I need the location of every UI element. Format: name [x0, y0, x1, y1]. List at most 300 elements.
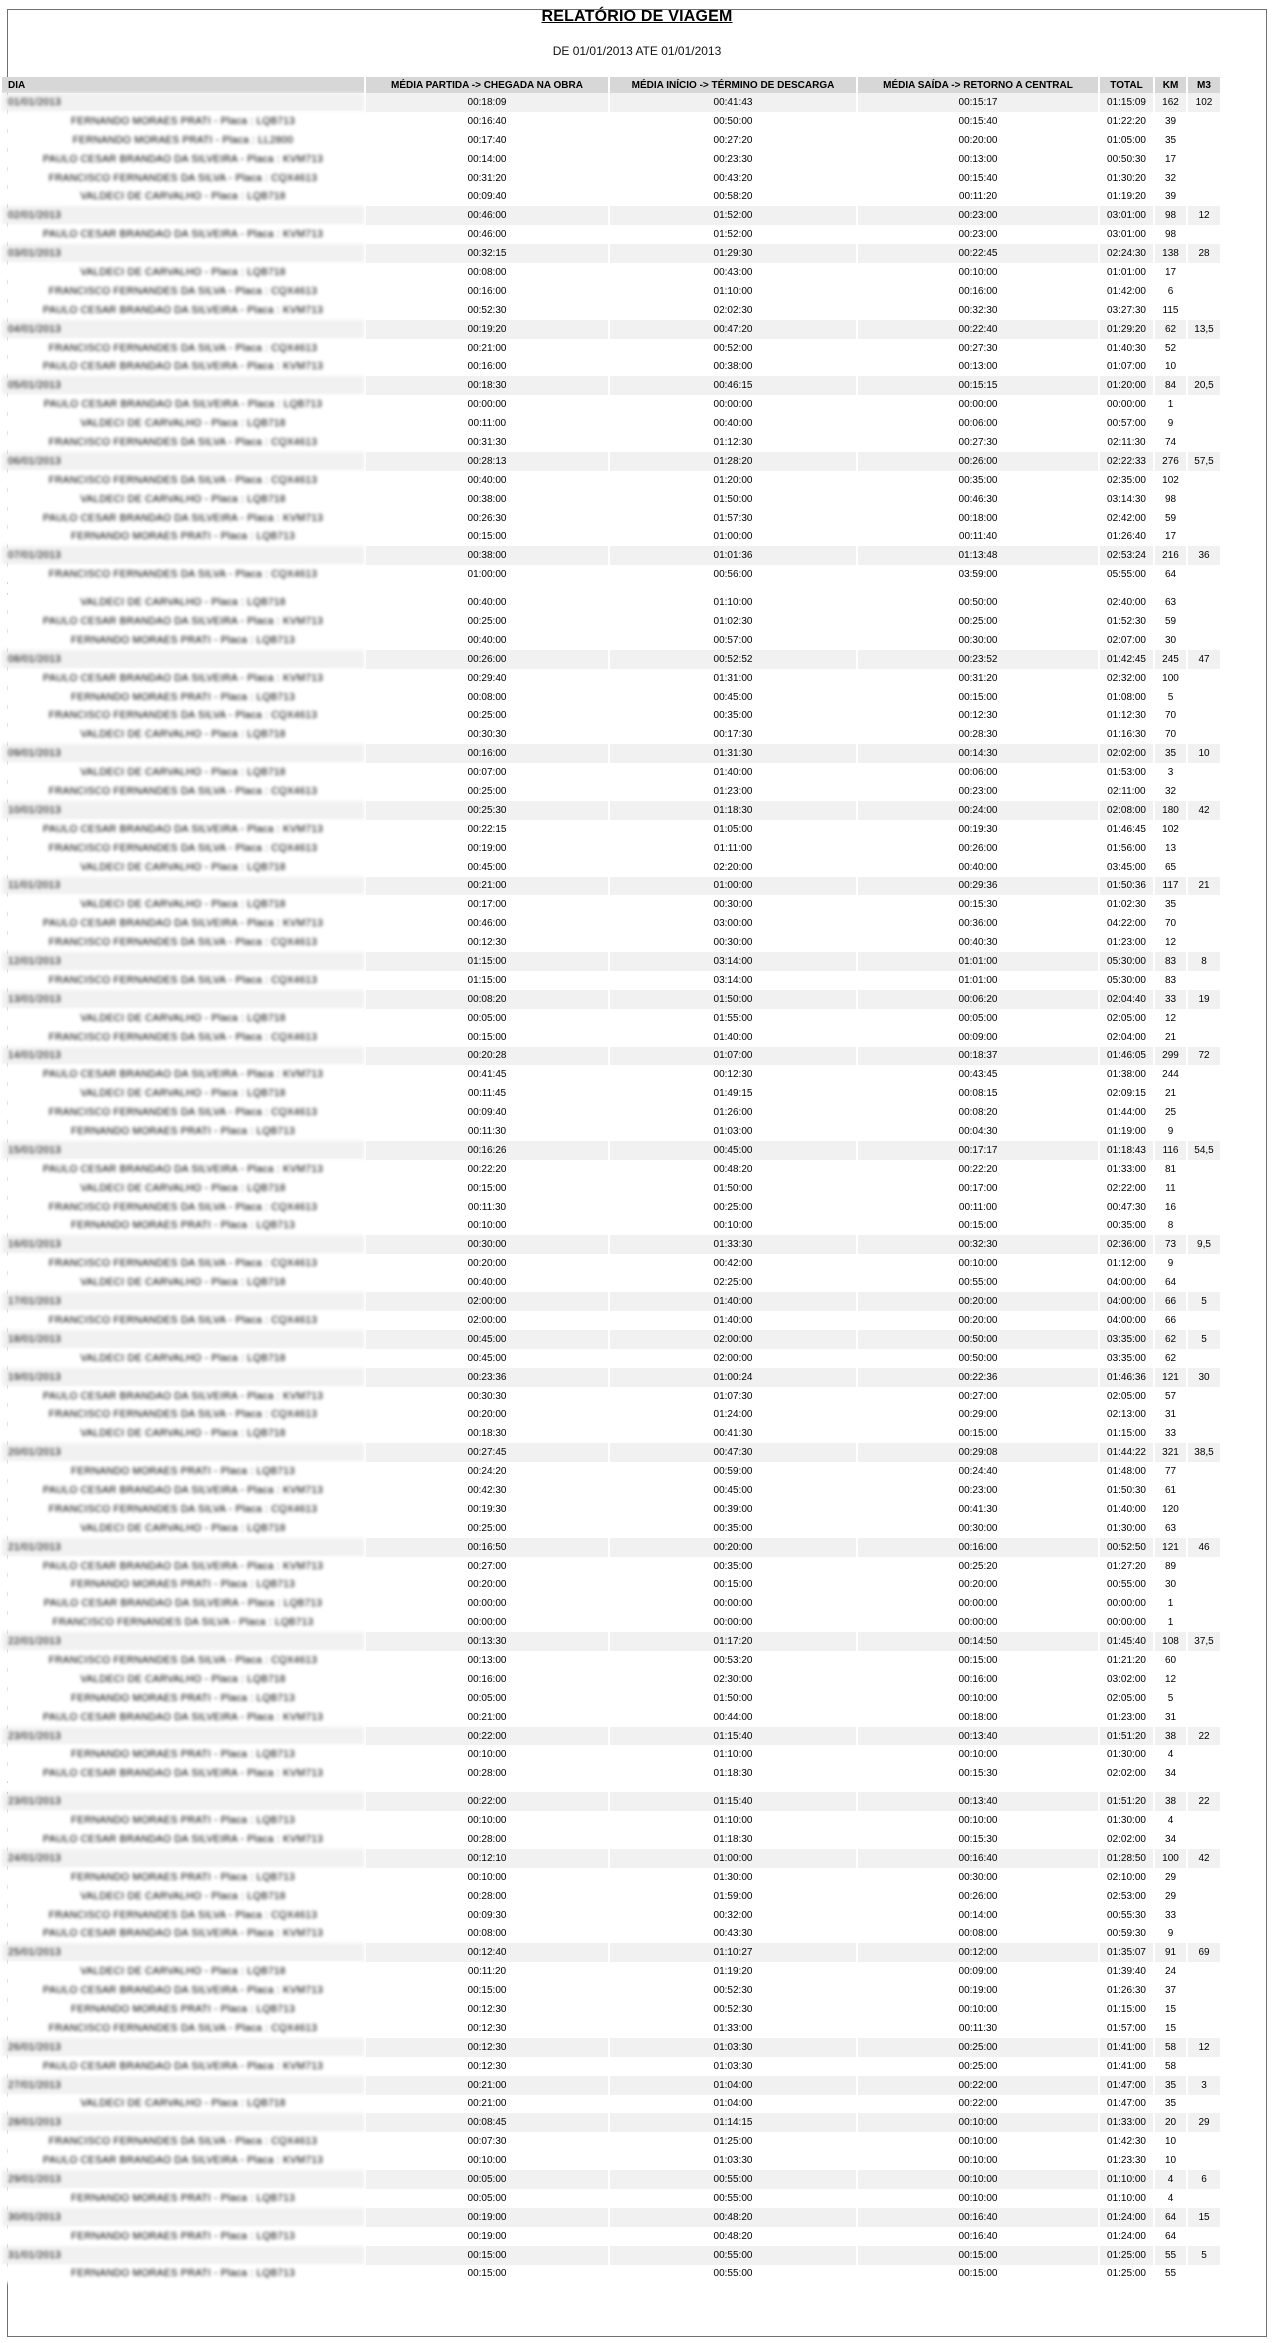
m3-cell: [1188, 1575, 1220, 1594]
driver-cell: VALDECI DE CARVALHO - Placa : LQB718: [2, 1179, 364, 1198]
saida-retorno-cell: 00:19:00: [858, 1981, 1098, 2000]
partida-chegada-cell: 00:09:30: [366, 1906, 608, 1925]
group-row: [2, 877, 1220, 896]
m3-cell: 72: [1188, 1047, 1220, 1066]
km-cell: 98: [1155, 225, 1186, 244]
partida-chegada-cell: 00:08:00: [366, 688, 608, 707]
partida-chegada-cell: 00:08:45: [366, 2113, 608, 2132]
day-cell: 23/01/2013: [2, 1727, 364, 1746]
saida-retorno-cell: 00:10:00: [858, 1254, 1098, 1273]
m3-cell: [1188, 1811, 1220, 1830]
inicio-termino-cell: 00:57:00: [610, 631, 856, 650]
group-row: [2, 1943, 1220, 1962]
total-cell: 01:20:00: [1100, 376, 1153, 395]
m3-cell: [1188, 2019, 1220, 2038]
m3-cell: 37,5: [1188, 1632, 1220, 1651]
km-cell: 66: [1155, 1292, 1186, 1311]
detail-row: [2, 414, 1220, 433]
km-cell: 117: [1155, 877, 1186, 896]
total-cell: 03:01:00: [1100, 225, 1153, 244]
m3-cell: [1188, 1481, 1220, 1500]
group-row: [2, 1727, 1220, 1746]
partida-chegada-cell: 00:11:30: [366, 1122, 608, 1141]
km-cell: 244: [1155, 1065, 1186, 1084]
total-cell: 01:24:00: [1100, 2227, 1153, 2246]
partida-chegada-cell: 00:12:30: [366, 2057, 608, 2076]
km-cell: 59: [1155, 612, 1186, 631]
km-cell: 12: [1155, 1670, 1186, 1689]
total-cell: 02:42:00: [1100, 509, 1153, 528]
detail-row: [2, 339, 1220, 358]
inicio-termino-cell: 00:48:20: [610, 2227, 856, 2246]
m3-cell: [1188, 1122, 1220, 1141]
inicio-termino-cell: 01:23:00: [610, 782, 856, 801]
km-cell: 63: [1155, 593, 1186, 612]
detail-row: [2, 612, 1220, 631]
saida-retorno-cell: 00:12:00: [858, 1943, 1098, 1962]
partida-chegada-cell: 00:21:00: [366, 2076, 608, 2095]
driver-cell: FRANCISCO FERNANDES DA SILVA - Placa : CQX4613: [2, 782, 364, 801]
inicio-termino-cell: 01:15:40: [610, 1727, 856, 1746]
spacer-cell: [2, 1783, 1220, 1792]
total-cell: 01:08:00: [1100, 688, 1153, 707]
day-cell: 05/01/2013: [2, 376, 364, 395]
detail-row: [2, 1424, 1220, 1443]
km-cell: 120: [1155, 1500, 1186, 1519]
group-row: [2, 801, 1220, 820]
saida-retorno-cell: 00:15:00: [858, 1424, 1098, 1443]
column-header-dia: DIA: [2, 77, 364, 93]
inicio-termino-cell: 00:43:30: [610, 1925, 856, 1944]
total-cell: 01:01:00: [1100, 263, 1153, 282]
km-cell: 98: [1155, 490, 1186, 509]
saida-retorno-cell: 00:05:00: [858, 1009, 1098, 1028]
inicio-termino-cell: 01:40:00: [610, 1028, 856, 1047]
m3-cell: 10: [1188, 744, 1220, 763]
day-cell: 16/01/2013: [2, 1235, 364, 1254]
inicio-termino-cell: 02:20:00: [610, 858, 856, 877]
km-cell: 10: [1155, 2151, 1186, 2170]
column-header-km: KM: [1155, 77, 1186, 93]
inicio-termino-cell: 00:47:20: [610, 320, 856, 339]
saida-retorno-cell: 00:26:00: [858, 452, 1098, 471]
driver-cell: FRANCISCO FERNANDES DA SILVA - Placa : LQB713: [2, 1613, 364, 1632]
detail-row: [2, 1887, 1220, 1906]
total-cell: 01:07:00: [1100, 357, 1153, 376]
inicio-termino-cell: 02:02:30: [610, 301, 856, 320]
saida-retorno-cell: 00:11:30: [858, 2019, 1098, 2038]
saida-retorno-cell: 00:30:00: [858, 1519, 1098, 1538]
total-cell: 01:23:00: [1100, 933, 1153, 952]
detail-row: [2, 169, 1220, 188]
partida-chegada-cell: 00:38:00: [366, 546, 608, 565]
detail-row: [2, 1198, 1220, 1217]
km-cell: 58: [1155, 2057, 1186, 2076]
m3-cell: [1188, 282, 1220, 301]
partida-chegada-cell: 00:07:00: [366, 763, 608, 782]
day-cell: 18/01/2013: [2, 1330, 364, 1349]
km-cell: 66: [1155, 1311, 1186, 1330]
km-cell: 20: [1155, 2113, 1186, 2132]
total-cell: 01:41:00: [1100, 2057, 1153, 2076]
saida-retorno-cell: 00:15:30: [858, 1764, 1098, 1783]
partida-chegada-cell: 00:38:00: [366, 490, 608, 509]
partida-chegada-cell: 00:13:00: [366, 1651, 608, 1670]
saida-retorno-cell: 00:10:00: [858, 1689, 1098, 1708]
m3-cell: [1188, 1084, 1220, 1103]
detail-row: [2, 1868, 1220, 1887]
saida-retorno-cell: 00:10:00: [858, 2189, 1098, 2208]
partida-chegada-cell: 00:17:40: [366, 131, 608, 150]
km-cell: 58: [1155, 2038, 1186, 2057]
saida-retorno-cell: 00:43:45: [858, 1065, 1098, 1084]
partida-chegada-cell: 00:28:00: [366, 1887, 608, 1906]
partida-chegada-cell: 00:16:40: [366, 112, 608, 131]
saida-retorno-cell: 00:41:30: [858, 1500, 1098, 1519]
saida-retorno-cell: 00:29:08: [858, 1443, 1098, 1462]
m3-cell: [1188, 509, 1220, 528]
partida-chegada-cell: 00:19:00: [366, 839, 608, 858]
inicio-termino-cell: 01:15:40: [610, 1792, 856, 1811]
saida-retorno-cell: 00:00:00: [858, 1594, 1098, 1613]
detail-row: [2, 1254, 1220, 1273]
driver-cell: VALDECI DE CARVALHO - Placa : LQB718: [2, 593, 364, 612]
detail-row: [2, 933, 1220, 952]
driver-cell: FRANCISCO FERNANDES DA SILVA - Placa : CQX4613: [2, 1028, 364, 1047]
detail-row: [2, 2000, 1220, 2019]
detail-row: [2, 490, 1220, 509]
group-row: [2, 1330, 1220, 1349]
total-cell: 01:35:07: [1100, 1943, 1153, 1962]
detail-row: [2, 1065, 1220, 1084]
km-cell: 8: [1155, 1217, 1186, 1236]
total-cell: 01:25:00: [1100, 2246, 1153, 2265]
m3-cell: [1188, 1179, 1220, 1198]
partida-chegada-cell: 00:22:20: [366, 1160, 608, 1179]
saida-retorno-cell: 00:12:30: [858, 707, 1098, 726]
partida-chegada-cell: 00:40:00: [366, 631, 608, 650]
total-cell: 04:00:00: [1100, 1311, 1153, 1330]
saida-retorno-cell: 00:22:20: [858, 1160, 1098, 1179]
detail-row: [2, 150, 1220, 169]
saida-retorno-cell: 00:14:00: [858, 1906, 1098, 1925]
inicio-termino-cell: 00:48:20: [610, 2208, 856, 2227]
detail-row: [2, 1122, 1220, 1141]
m3-cell: [1188, 2057, 1220, 2076]
total-cell: 01:40:30: [1100, 339, 1153, 358]
total-cell: 00:35:00: [1100, 1217, 1153, 1236]
m3-cell: 46: [1188, 1538, 1220, 1557]
driver-cell: FRANCISCO FERNANDES DA SILVA - Placa : CQX4613: [2, 707, 364, 726]
km-cell: 33: [1155, 1906, 1186, 1925]
report-table-body: [2, 93, 1220, 2283]
partida-chegada-cell: 00:15:00: [366, 527, 608, 546]
km-cell: 62: [1155, 1330, 1186, 1349]
inicio-termino-cell: 01:24:00: [610, 1405, 856, 1424]
partida-chegada-cell: 00:25:00: [366, 707, 608, 726]
saida-retorno-cell: 00:50:00: [858, 593, 1098, 612]
detail-row: [2, 1651, 1220, 1670]
total-cell: 00:00:00: [1100, 1613, 1153, 1632]
saida-retorno-cell: 00:06:20: [858, 990, 1098, 1009]
inicio-termino-cell: 00:59:00: [610, 1462, 856, 1481]
driver-cell: FERNANDO MORAES PRATI - Placa : LQB713: [2, 112, 364, 131]
saida-retorno-cell: 00:10:00: [858, 2000, 1098, 2019]
saida-retorno-cell: 00:13:40: [858, 1792, 1098, 1811]
group-row: [2, 2076, 1220, 2095]
total-cell: 01:24:00: [1100, 2208, 1153, 2227]
total-cell: 01:50:36: [1100, 877, 1153, 896]
partida-chegada-cell: 00:45:00: [366, 1349, 608, 1368]
column-header-m3: M3: [1188, 77, 1220, 93]
total-cell: 01:12:00: [1100, 1254, 1153, 1273]
partida-chegada-cell: 00:42:30: [366, 1481, 608, 1500]
m3-cell: [1188, 1424, 1220, 1443]
day-cell: 03/01/2013: [2, 244, 364, 263]
total-cell: 01:30:00: [1100, 1519, 1153, 1538]
day-cell: 04/01/2013: [2, 320, 364, 339]
inicio-termino-cell: 01:30:00: [610, 1868, 856, 1887]
m3-cell: [1188, 1519, 1220, 1538]
total-cell: 02:08:00: [1100, 801, 1153, 820]
partida-chegada-cell: 00:18:30: [366, 376, 608, 395]
saida-retorno-cell: 00:32:30: [858, 1235, 1098, 1254]
partida-chegada-cell: 00:12:10: [366, 1849, 608, 1868]
detail-row: [2, 631, 1220, 650]
day-cell: 15/01/2013: [2, 1141, 364, 1160]
inicio-termino-cell: 00:25:00: [610, 1198, 856, 1217]
total-cell: 02:53:00: [1100, 1887, 1153, 1906]
m3-cell: [1188, 1557, 1220, 1576]
partida-chegada-cell: 00:25:30: [366, 801, 608, 820]
saida-retorno-cell: 00:40:30: [858, 933, 1098, 952]
partida-chegada-cell: 00:30:00: [366, 1235, 608, 1254]
inicio-termino-cell: 00:55:00: [610, 2189, 856, 2208]
driver-cell: PAULO CESAR BRANDAO DA SILVEIRA - Placa : KVM713: [2, 612, 364, 631]
partida-chegada-cell: 00:11:00: [366, 414, 608, 433]
partida-chegada-cell: 00:21:00: [366, 339, 608, 358]
total-cell: 01:41:00: [1100, 2038, 1153, 2057]
km-cell: 35: [1155, 131, 1186, 150]
driver-cell: FERNANDO MORAES PRATI - Placa : LQB713: [2, 2227, 364, 2246]
driver-cell: PAULO CESAR BRANDAO DA SILVEIRA - Placa : KVM713: [2, 1764, 364, 1783]
inicio-termino-cell: 01:33:30: [610, 1235, 856, 1254]
total-cell: 02:32:00: [1100, 669, 1153, 688]
m3-cell: [1188, 490, 1220, 509]
total-cell: 01:57:00: [1100, 2019, 1153, 2038]
km-cell: 15: [1155, 2000, 1186, 2019]
saida-retorno-cell: 00:15:00: [858, 2265, 1098, 2284]
inicio-termino-cell: 00:38:00: [610, 357, 856, 376]
partida-chegada-cell: 00:20:00: [366, 1405, 608, 1424]
partida-chegada-cell: 00:16:00: [366, 357, 608, 376]
inicio-termino-cell: 01:57:30: [610, 509, 856, 528]
m3-cell: [1188, 1981, 1220, 2000]
partida-chegada-cell: 00:15:00: [366, 1981, 608, 2000]
day-cell: 26/01/2013: [2, 2038, 364, 2057]
detail-row: [2, 131, 1220, 150]
saida-retorno-cell: 00:11:20: [858, 187, 1098, 206]
saida-retorno-cell: 00:04:30: [858, 1122, 1098, 1141]
saida-retorno-cell: 00:16:40: [858, 2208, 1098, 2227]
inicio-termino-cell: 00:00:00: [610, 1613, 856, 1632]
driver-cell: FERNANDO MORAES PRATI - Placa : LQB713: [2, 527, 364, 546]
driver-cell: FRANCISCO FERNANDES DA SILVA - Placa : CQX4613: [2, 933, 364, 952]
detail-row: [2, 1519, 1220, 1538]
saida-retorno-cell: 00:00:00: [858, 1613, 1098, 1632]
detail-row: [2, 282, 1220, 301]
m3-cell: [1188, 688, 1220, 707]
driver-cell: PAULO CESAR BRANDAO DA SILVEIRA - Placa : KVM713: [2, 357, 364, 376]
group-row: [2, 320, 1220, 339]
km-cell: 35: [1155, 744, 1186, 763]
driver-cell: VALDECI DE CARVALHO - Placa : LQB718: [2, 1962, 364, 1981]
m3-cell: [1188, 1906, 1220, 1925]
detail-row: [2, 782, 1220, 801]
saida-retorno-cell: 00:18:00: [858, 1708, 1098, 1727]
partida-chegada-cell: 00:28:00: [366, 1830, 608, 1849]
saida-retorno-cell: 00:27:30: [858, 339, 1098, 358]
total-cell: 05:30:00: [1100, 971, 1153, 990]
detail-row: [2, 1349, 1220, 1368]
detail-row: [2, 1084, 1220, 1103]
group-row: [2, 244, 1220, 263]
driver-cell: PAULO CESAR BRANDAO DA SILVEIRA - Placa : KVM713: [2, 820, 364, 839]
total-cell: 01:30:00: [1100, 1811, 1153, 1830]
spacer-row: [2, 584, 1220, 593]
saida-retorno-cell: 00:17:17: [858, 1141, 1098, 1160]
km-cell: 37: [1155, 1981, 1186, 2000]
inicio-termino-cell: 01:03:30: [610, 2151, 856, 2170]
driver-cell: VALDECI DE CARVALHO - Placa : LQB718: [2, 490, 364, 509]
detail-row: [2, 1962, 1220, 1981]
inicio-termino-cell: 01:59:00: [610, 1887, 856, 1906]
detail-row: [2, 1670, 1220, 1689]
saida-retorno-cell: 00:10:00: [858, 1811, 1098, 1830]
saida-retorno-cell: 00:08:15: [858, 1084, 1098, 1103]
m3-cell: [1188, 1868, 1220, 1887]
saida-retorno-cell: 00:06:00: [858, 414, 1098, 433]
detail-row: [2, 1179, 1220, 1198]
inicio-termino-cell: 01:50:00: [610, 1179, 856, 1198]
m3-cell: [1188, 1311, 1220, 1330]
saida-retorno-cell: 00:22:45: [858, 244, 1098, 263]
total-cell: 01:44:00: [1100, 1103, 1153, 1122]
m3-cell: [1188, 1254, 1220, 1273]
m3-cell: [1188, 1925, 1220, 1944]
saida-retorno-cell: 00:15:30: [858, 895, 1098, 914]
inicio-termino-cell: 00:20:00: [610, 1538, 856, 1557]
m3-cell: [1188, 1500, 1220, 1519]
km-cell: 35: [1155, 2095, 1186, 2114]
inicio-termino-cell: 01:02:30: [610, 612, 856, 631]
driver-cell: PAULO CESAR BRANDAO DA SILVEIRA - Placa : LQB713: [2, 395, 364, 414]
m3-cell: [1188, 1198, 1220, 1217]
inicio-termino-cell: 00:17:30: [610, 725, 856, 744]
total-cell: 02:02:00: [1100, 1764, 1153, 1783]
column-header-inicio-termino: MÉDIA INÍCIO -> TÉRMINO DE DESCARGA: [610, 77, 856, 93]
inicio-termino-cell: 02:00:00: [610, 1330, 856, 1349]
km-cell: 29: [1155, 1887, 1186, 1906]
partida-chegada-cell: 00:40:00: [366, 1273, 608, 1292]
inicio-termino-cell: 01:19:20: [610, 1962, 856, 1981]
inicio-termino-cell: 03:00:00: [610, 914, 856, 933]
km-cell: 65: [1155, 858, 1186, 877]
km-cell: 115: [1155, 301, 1186, 320]
total-cell: 01:23:00: [1100, 1708, 1153, 1727]
inicio-termino-cell: 00:30:00: [610, 933, 856, 952]
driver-cell: FRANCISCO FERNANDES DA SILVA - Placa : CQX4613: [2, 2132, 364, 2151]
m3-cell: [1188, 1405, 1220, 1424]
detail-row: [2, 1594, 1220, 1613]
total-cell: 02:05:00: [1100, 1387, 1153, 1406]
m3-cell: [1188, 1670, 1220, 1689]
group-row: [2, 1443, 1220, 1462]
partida-chegada-cell: 00:52:30: [366, 301, 608, 320]
partida-chegada-cell: 00:20:28: [366, 1047, 608, 1066]
group-row: [2, 1292, 1220, 1311]
m3-cell: [1188, 2132, 1220, 2151]
m3-cell: [1188, 1708, 1220, 1727]
total-cell: 04:00:00: [1100, 1292, 1153, 1311]
day-cell: 07/01/2013: [2, 546, 364, 565]
partida-chegada-cell: 00:10:00: [366, 1217, 608, 1236]
km-cell: 9: [1155, 1925, 1186, 1944]
partida-chegada-cell: 00:46:00: [366, 206, 608, 225]
driver-cell: FRANCISCO FERNANDES DA SILVA - Placa : CQX4613: [2, 339, 364, 358]
driver-cell: PAULO CESAR BRANDAO DA SILVEIRA - Placa : KVM713: [2, 914, 364, 933]
saida-retorno-cell: 00:20:00: [858, 1311, 1098, 1330]
detail-row: [2, 593, 1220, 612]
total-cell: 04:22:00: [1100, 914, 1153, 933]
saida-retorno-cell: 00:22:36: [858, 1368, 1098, 1387]
partida-chegada-cell: 00:00:00: [366, 395, 608, 414]
km-cell: 31: [1155, 1708, 1186, 1727]
total-cell: 02:02:00: [1100, 744, 1153, 763]
inicio-termino-cell: 01:04:00: [610, 2095, 856, 2114]
total-cell: 02:11:30: [1100, 433, 1153, 452]
km-cell: 162: [1155, 93, 1186, 112]
driver-cell: PAULO CESAR BRANDAO DA SILVEIRA - Placa : KVM713: [2, 509, 364, 528]
partida-chegada-cell: 00:26:30: [366, 509, 608, 528]
detail-row: [2, 2265, 1220, 2284]
total-cell: 01:52:30: [1100, 612, 1153, 631]
driver-cell: FERNANDO MORAES PRATI - Placa : LQB713: [2, 1745, 364, 1764]
inicio-termino-cell: 00:52:30: [610, 1981, 856, 2000]
saida-retorno-cell: 00:20:00: [858, 1292, 1098, 1311]
total-cell: 03:02:00: [1100, 1670, 1153, 1689]
driver-cell: FERNANDO MORAES PRATI - Placa : LQB713: [2, 2000, 364, 2019]
detail-row: [2, 565, 1220, 584]
partida-chegada-cell: 00:22:00: [366, 1727, 608, 1746]
driver-cell: FERNANDO MORAES PRATI - Placa : LQB713: [2, 2265, 364, 2284]
m3-cell: [1188, 414, 1220, 433]
saida-retorno-cell: 00:18:00: [858, 509, 1098, 528]
partida-chegada-cell: 02:00:00: [366, 1292, 608, 1311]
total-cell: 04:00:00: [1100, 1273, 1153, 1292]
group-row: [2, 2246, 1220, 2265]
trip-report-table: [0, 77, 1222, 2283]
partida-chegada-cell: 00:20:00: [366, 1575, 608, 1594]
m3-cell: 12: [1188, 2038, 1220, 2057]
km-cell: 55: [1155, 2246, 1186, 2265]
inicio-termino-cell: 00:30:00: [610, 895, 856, 914]
inicio-termino-cell: 00:00:00: [610, 1594, 856, 1613]
partida-chegada-cell: 02:00:00: [366, 1311, 608, 1330]
km-cell: 61: [1155, 1481, 1186, 1500]
km-cell: 39: [1155, 187, 1186, 206]
partida-chegada-cell: 00:00:00: [366, 1613, 608, 1632]
